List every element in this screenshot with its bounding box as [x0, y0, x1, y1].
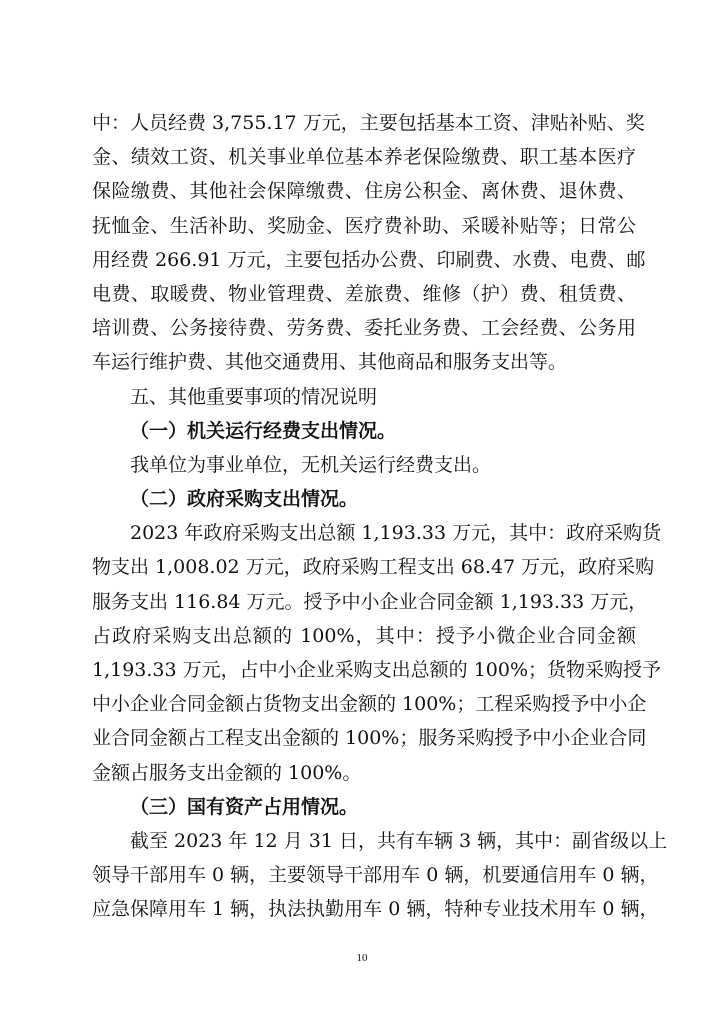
subsection-heading: （一）机关运行经费支出情况。 [130, 419, 397, 442]
paragraph-line: 物支出 1,008.02 万元，政府采购工程支出 68.47 万元，政府采购 [92, 556, 655, 579]
paragraph-line: 金额占服务支出金额的 100%。 [92, 761, 362, 784]
subsection-heading: （二）政府采购支出情况。 [130, 488, 359, 511]
paragraph-line: 中小企业合同金额占货物支出金额的 100%；工程采购授予中小企 [92, 693, 647, 716]
section-heading: 五、其他重要事项的情况说明 [130, 385, 378, 408]
page-number: 10 [356, 952, 368, 964]
paragraph-line: 占政府采购支出总额的 100%，其中：授予小微企业合同金额 [92, 624, 636, 647]
paragraph-line: 抚恤金、生活补助、奖励金、医疗费补助、采暖补贴等；日常公 [92, 214, 636, 237]
paragraph-line: 保险缴费、其他社会保障缴费、住房公积金、离休费、退休费、 [92, 180, 636, 203]
document-body [92, 106, 668, 927]
paragraph-line: 金、绩效工资、机关事业单位基本养老保险缴费、职工基本医疗 [92, 146, 636, 169]
paragraph-line: 1,193.33 万元，占中小企业采购支出总额的 100%；货物采购授予 [92, 659, 662, 681]
paragraph-line: 截至 2023 年 12 月 31 日，共有车辆 3 辆，其中：副省级以上 [130, 829, 668, 852]
paragraph-line: 领导干部用车 0 辆，主要领导干部用车 0 辆，机要通信用车 0 辆， [92, 864, 659, 887]
paragraph-line: 车运行维护费、其他交通费用、其他商品和服务支出等。 [92, 351, 568, 374]
paragraph-line: 用经费 266.91 万元，主要包括办公费、印刷费、水费、电费、邮 [92, 248, 646, 271]
paragraph-line: 培训费、公务接待费、劳务费、委托业务费、工会经费、公务用 [92, 317, 636, 340]
paragraph-line: 2023 年政府采购支出总额 1,193.33 万元，其中：政府采购货 [130, 522, 662, 545]
paragraph-line: 业合同金额占工程支出金额的 100%；服务采购授予中小企业合同 [92, 727, 647, 750]
subsection-heading: （三）国有资产占用情况。 [130, 795, 359, 818]
paragraph-line: 服务支出 116.84 万元。授予中小企业合同金额 1,193.33 万元， [92, 590, 648, 613]
paragraph-line: 我单位为事业单位，无机关运行经费支出。 [130, 453, 492, 476]
paragraph-line: 应急保障用车 1 辆，执法执勤用车 0 辆，特种专业技术用车 0 辆， [92, 898, 659, 921]
paragraph-line: 电费、取暖费、物业管理费、差旅费、维修（护）费、租赁费、 [92, 282, 636, 305]
paragraph-line: 中：人员经费 3,755.17 万元，主要包括基本工资、津贴补贴、奖 [92, 112, 645, 134]
